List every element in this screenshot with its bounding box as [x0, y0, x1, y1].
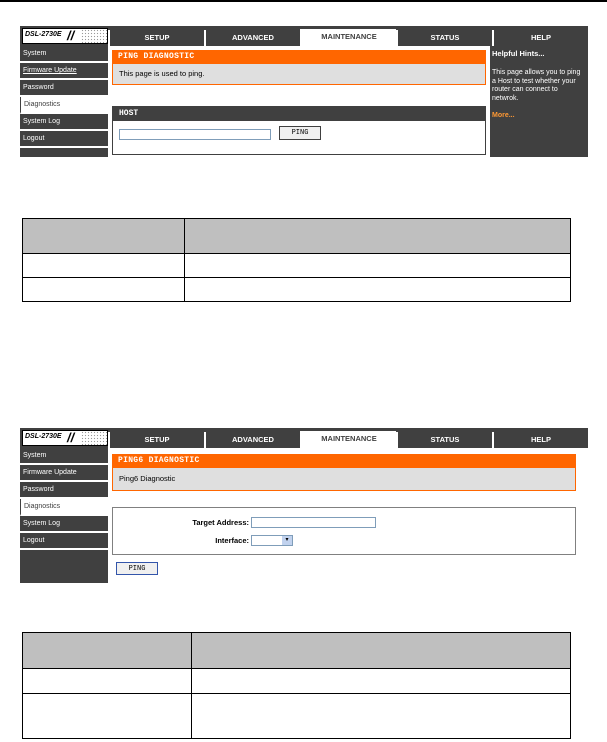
sidebar-item-system[interactable]: System	[20, 46, 108, 63]
table-cell	[23, 278, 185, 302]
sidebar-item-firmware-update[interactable]: Firmware Update	[20, 465, 108, 482]
tab-advanced[interactable]: ADVANCED	[204, 30, 300, 46]
hints-more-link[interactable]: More...	[492, 112, 515, 119]
panel-title: PING DIAGNOSTIC	[112, 50, 486, 64]
panel-description: Ping6 Diagnostic	[112, 468, 576, 491]
sidebar	[20, 46, 108, 148]
sidebar-item-system-log[interactable]: System Log	[20, 114, 108, 131]
ping-button[interactable]: PING	[116, 562, 158, 575]
table-header-cell	[23, 633, 192, 669]
tab-status[interactable]: STATUS	[396, 432, 492, 448]
sidebar-item-firmware-update[interactable]: Firmware Update	[20, 63, 108, 80]
interface-label: Interface:	[215, 536, 249, 545]
logo-dots	[81, 29, 107, 43]
tab-maintenance[interactable]: MAINTENANCE	[300, 29, 396, 46]
router-ui-ping	[20, 26, 588, 157]
table-header-cell	[185, 219, 571, 254]
target-address-label: Target Address:	[192, 518, 249, 527]
panel-title: PING6 DIAGNOSTIC	[112, 454, 576, 468]
tab-setup[interactable]: SETUP	[108, 432, 204, 448]
hints-text: This page allows you to ping a Host to test whether your router can connect to netwrok.	[492, 69, 581, 102]
table-header-cell	[192, 633, 571, 669]
tab-advanced[interactable]: ADVANCED	[204, 432, 300, 448]
logo-dots	[81, 431, 107, 445]
logo-text: DSL-2730E	[25, 31, 62, 38]
ping6-form	[112, 507, 576, 555]
top-nav	[20, 428, 588, 448]
ping6-panel	[112, 454, 576, 491]
sidebar-item-logout[interactable]: Logout	[20, 131, 108, 148]
sidebar-item-logout[interactable]: Logout	[20, 533, 108, 550]
table-cell	[23, 254, 185, 278]
host-title: HOST	[113, 107, 485, 121]
doc-table-1	[22, 218, 571, 302]
tab-maintenance[interactable]: MAINTENANCE	[300, 431, 396, 448]
sidebar-item-system-log[interactable]: System Log	[20, 516, 108, 533]
tab-help[interactable]: HELP	[492, 432, 588, 448]
host-input[interactable]	[119, 129, 271, 140]
top-nav	[20, 26, 588, 46]
main-content	[108, 448, 588, 583]
table-cell	[192, 694, 571, 739]
target-address-input[interactable]	[251, 517, 376, 528]
main-content	[108, 46, 490, 157]
table-cell	[192, 669, 571, 694]
interface-select[interactable]	[251, 535, 293, 546]
sidebar-item-diagnostics[interactable]: Diagnostics	[20, 499, 108, 516]
table-cell	[23, 694, 192, 739]
logo-slashes: //	[67, 28, 75, 43]
panel-description: This page is used to ping.	[112, 64, 486, 85]
hints-title: Helpful Hints...	[492, 49, 545, 58]
sidebar-item-password[interactable]: Password	[20, 482, 108, 499]
table-cell	[23, 669, 192, 694]
logo-slashes: //	[67, 430, 75, 445]
tab-help[interactable]: HELP	[492, 30, 588, 46]
sidebar-item-system[interactable]: System	[20, 448, 108, 465]
table-cell	[185, 254, 571, 278]
sidebar	[20, 448, 108, 550]
sidebar-item-diagnostics[interactable]: Diagnostics	[20, 97, 108, 114]
logo-text: DSL-2730E	[25, 433, 62, 440]
table-cell	[185, 278, 571, 302]
router-ui-ping6	[20, 428, 588, 583]
chevron-down-icon: ▾	[282, 536, 292, 545]
tab-setup[interactable]: SETUP	[108, 30, 204, 46]
table-header-cell	[23, 219, 185, 254]
doc-table-2	[22, 632, 571, 739]
brand-logo	[22, 28, 108, 44]
page-top-rule	[0, 0, 607, 2]
helpful-hints	[490, 46, 588, 119]
tab-status[interactable]: STATUS	[396, 30, 492, 46]
brand-logo	[22, 430, 108, 446]
ping-panel	[112, 50, 486, 85]
sidebar-item-password[interactable]: Password	[20, 80, 108, 97]
host-panel	[112, 106, 486, 155]
ping-button[interactable]: PING	[279, 126, 321, 140]
